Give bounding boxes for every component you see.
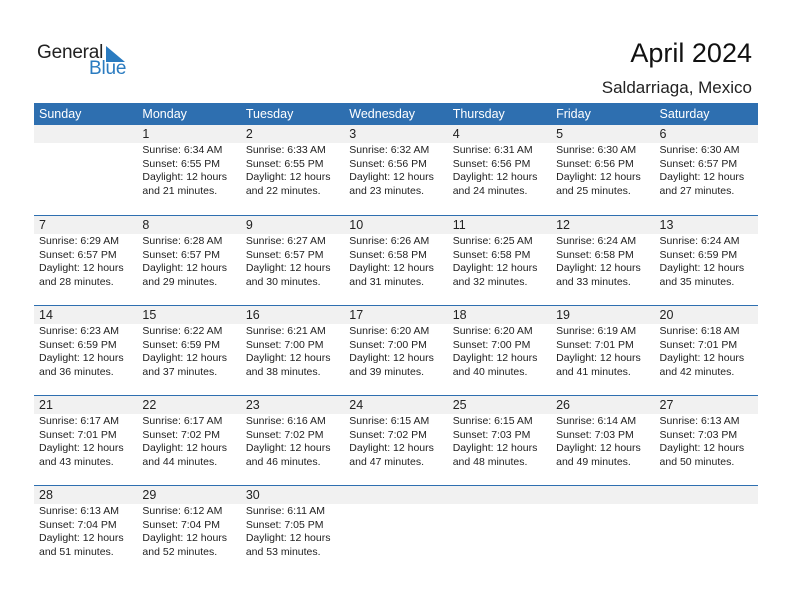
sun-info xyxy=(349,235,447,289)
day-number: 18 xyxy=(452,308,467,322)
day-cell xyxy=(241,125,344,198)
day-number: 8 xyxy=(142,218,150,232)
day-number: 12 xyxy=(556,218,571,232)
daylight-text: and 46 minutes. xyxy=(245,455,321,468)
daylight-text: and 52 minutes. xyxy=(142,545,218,558)
day-number: 3 xyxy=(349,127,357,141)
week-row xyxy=(34,305,758,395)
sunrise-text: Sunrise: 6:20 AM xyxy=(349,325,430,337)
day-number: 2 xyxy=(245,127,253,141)
generalblue-logo xyxy=(37,42,137,82)
day-number: 6 xyxy=(659,127,667,141)
day-number: 10 xyxy=(349,218,364,232)
day-cell xyxy=(137,216,240,289)
daylight-text: and 51 minutes. xyxy=(39,545,114,558)
sun-info xyxy=(142,415,240,469)
sunrise-text: Sunrise: 6:34 AM xyxy=(142,144,223,156)
sun-info xyxy=(39,415,137,469)
daylight-text: and 36 minutes. xyxy=(39,365,114,378)
day-number: 14 xyxy=(39,308,53,322)
sunrise-text: Sunrise: 6:32 AM xyxy=(349,144,430,156)
day-number: 21 xyxy=(39,398,53,412)
day-number: 7 xyxy=(39,218,46,232)
sun-info xyxy=(39,325,137,379)
daylight-text: Daylight: 12 hours xyxy=(142,532,228,544)
sunrise-text: Sunrise: 6:18 AM xyxy=(659,325,740,337)
sun-info xyxy=(39,505,137,559)
sunset-text: Sunset: 7:00 PM xyxy=(349,338,427,351)
daylight-text: and 30 minutes. xyxy=(245,275,321,288)
day-cell xyxy=(344,216,447,289)
week-row xyxy=(34,125,758,215)
daylight-text: Daylight: 12 hours xyxy=(142,442,228,454)
day-cell xyxy=(551,306,654,379)
daylight-text: and 23 minutes. xyxy=(349,184,424,197)
daylight-text: and 39 minutes. xyxy=(349,365,424,378)
sun-info xyxy=(142,325,240,379)
sunset-text: Sunset: 6:58 PM xyxy=(349,248,427,261)
sunrise-text: Sunrise: 6:24 AM xyxy=(659,235,740,247)
sunset-text: Sunset: 6:59 PM xyxy=(39,338,117,351)
daylight-text: Daylight: 12 hours xyxy=(452,352,538,364)
sunrise-text: Sunrise: 6:20 AM xyxy=(452,325,533,337)
daylight-text: Daylight: 12 hours xyxy=(659,442,745,454)
sun-info xyxy=(246,325,344,379)
logo-text-general: General xyxy=(37,42,104,63)
day-cell xyxy=(241,306,344,379)
day-cell xyxy=(448,125,551,198)
sunrise-text: Sunrise: 6:33 AM xyxy=(245,144,326,156)
daylight-text: and 43 minutes. xyxy=(39,455,114,468)
weekday-header xyxy=(34,103,758,125)
sunset-text: Sunset: 6:57 PM xyxy=(39,248,117,261)
day-number: 30 xyxy=(245,488,260,502)
weekday-wednesday: Wednesday xyxy=(349,107,416,121)
daylight-text: Daylight: 12 hours xyxy=(39,442,124,454)
empty-day-cell xyxy=(344,486,447,559)
daylight-text: Daylight: 12 hours xyxy=(452,262,538,274)
sunset-text: Sunset: 6:56 PM xyxy=(556,157,634,170)
week-row xyxy=(34,485,758,575)
sunset-text: Sunset: 7:04 PM xyxy=(39,518,117,531)
daylight-text: Daylight: 12 hours xyxy=(142,262,228,274)
day-number xyxy=(556,486,654,504)
day-number xyxy=(453,486,551,504)
sun-info xyxy=(453,325,551,379)
sun-info xyxy=(453,415,551,469)
sun-info xyxy=(556,235,654,289)
daylight-text: Daylight: 12 hours xyxy=(349,171,434,183)
sun-info xyxy=(142,505,240,559)
sun-info xyxy=(556,325,654,379)
sun-info xyxy=(246,235,344,289)
sunrise-text: Sunrise: 6:12 AM xyxy=(142,505,223,517)
day-number: 26 xyxy=(556,398,571,412)
sunrise-text: Sunrise: 6:17 AM xyxy=(142,415,223,427)
sunrise-text: Sunrise: 6:28 AM xyxy=(142,235,223,247)
day-number: 5 xyxy=(556,127,564,141)
sun-info xyxy=(453,144,551,198)
day-number: 17 xyxy=(349,308,364,322)
sunset-text: Sunset: 6:59 PM xyxy=(142,338,221,351)
day-number xyxy=(349,486,447,504)
sunset-text: Sunset: 7:01 PM xyxy=(39,428,117,441)
day-cell xyxy=(34,216,137,289)
day-number xyxy=(660,486,758,504)
daylight-text: and 44 minutes. xyxy=(142,455,218,468)
daylight-text: and 37 minutes. xyxy=(142,365,218,378)
daylight-text: Daylight: 12 hours xyxy=(659,171,745,183)
sunrise-text: Sunrise: 6:19 AM xyxy=(556,325,637,337)
sunrise-text: Sunrise: 6:22 AM xyxy=(142,325,223,337)
day-cell xyxy=(137,486,240,559)
daylight-text: and 35 minutes. xyxy=(659,275,735,288)
day-number: 13 xyxy=(659,218,674,232)
week-row xyxy=(34,395,758,485)
day-cell xyxy=(448,216,551,289)
sunset-text: Sunset: 6:56 PM xyxy=(452,157,531,170)
day-cell xyxy=(448,396,551,469)
sun-info xyxy=(349,325,447,379)
sunrise-text: Sunrise: 6:26 AM xyxy=(349,235,430,247)
sun-info xyxy=(246,505,344,559)
day-cell xyxy=(655,396,758,469)
day-cell xyxy=(551,396,654,469)
sunrise-text: Sunrise: 6:23 AM xyxy=(39,325,119,337)
day-cell xyxy=(241,396,344,469)
weekday-saturday: Saturday xyxy=(659,107,710,121)
sunset-text: Sunset: 6:57 PM xyxy=(245,248,324,261)
daylight-text: and 47 minutes. xyxy=(349,455,424,468)
sunrise-text: Sunrise: 6:21 AM xyxy=(245,325,326,337)
sun-info xyxy=(246,415,344,469)
sunrise-text: Sunrise: 6:13 AM xyxy=(39,505,119,517)
sunset-text: Sunset: 7:00 PM xyxy=(245,338,324,351)
sunset-text: Sunset: 7:01 PM xyxy=(556,338,634,351)
sunset-text: Sunset: 7:03 PM xyxy=(452,428,531,441)
daylight-text: and 50 minutes. xyxy=(659,455,735,468)
day-number: 15 xyxy=(142,308,157,322)
daylight-text: and 31 minutes. xyxy=(349,275,424,288)
calendar-title: April 2024 xyxy=(630,38,752,68)
sunset-text: Sunset: 7:02 PM xyxy=(142,428,221,441)
sunset-text: Sunset: 7:03 PM xyxy=(556,428,634,441)
sunset-text: Sunset: 6:57 PM xyxy=(659,157,738,170)
sunset-text: Sunset: 6:56 PM xyxy=(349,157,427,170)
daylight-text: and 27 minutes. xyxy=(659,184,735,197)
sunrise-text: Sunrise: 6:25 AM xyxy=(452,235,533,247)
calendar-location: Saldarriaga, Mexico xyxy=(601,78,752,97)
day-cell xyxy=(241,486,344,559)
daylight-text: and 32 minutes. xyxy=(452,275,528,288)
day-cell xyxy=(34,486,137,559)
weekday-thursday: Thursday xyxy=(452,107,505,121)
sunset-text: Sunset: 7:05 PM xyxy=(245,518,324,531)
sunrise-text: Sunrise: 6:13 AM xyxy=(659,415,740,427)
day-number: 19 xyxy=(556,308,571,322)
sunset-text: Sunset: 7:02 PM xyxy=(349,428,427,441)
empty-day-cell xyxy=(655,486,758,559)
day-cell xyxy=(241,216,344,289)
sunrise-text: Sunrise: 6:30 AM xyxy=(556,144,637,156)
daylight-text: Daylight: 12 hours xyxy=(659,262,745,274)
day-number: 29 xyxy=(142,488,157,502)
sunrise-text: Sunrise: 6:15 AM xyxy=(349,415,430,427)
daylight-text: Daylight: 12 hours xyxy=(245,352,331,364)
day-cell xyxy=(655,306,758,379)
sun-info xyxy=(660,325,758,379)
daylight-text: and 49 minutes. xyxy=(556,455,631,468)
empty-day-cell xyxy=(34,125,137,198)
daylight-text: Daylight: 12 hours xyxy=(556,352,641,364)
daylight-text: Daylight: 12 hours xyxy=(556,171,641,183)
daylight-text: Daylight: 12 hours xyxy=(659,352,745,364)
sunrise-text: Sunrise: 6:31 AM xyxy=(452,144,533,156)
sunset-text: Sunset: 7:02 PM xyxy=(245,428,324,441)
sunset-text: Sunset: 6:55 PM xyxy=(142,157,221,170)
daylight-text: Daylight: 12 hours xyxy=(349,352,434,364)
daylight-text: Daylight: 12 hours xyxy=(245,532,331,544)
day-number: 4 xyxy=(452,127,460,141)
sunset-text: Sunset: 6:58 PM xyxy=(556,248,634,261)
weekday-sunday: Sunday xyxy=(39,107,82,121)
sunrise-text: Sunrise: 6:24 AM xyxy=(556,235,637,247)
daylight-text: Daylight: 12 hours xyxy=(245,171,331,183)
sunset-text: Sunset: 7:04 PM xyxy=(142,518,221,531)
day-cell xyxy=(137,396,240,469)
daylight-text: and 24 minutes. xyxy=(452,184,528,197)
daylight-text: Daylight: 12 hours xyxy=(245,262,331,274)
day-cell xyxy=(655,125,758,198)
sunset-text: Sunset: 7:01 PM xyxy=(659,338,738,351)
daylight-text: Daylight: 12 hours xyxy=(142,171,228,183)
day-number: 1 xyxy=(142,127,150,141)
daylight-text: and 38 minutes. xyxy=(245,365,321,378)
sunset-text: Sunset: 6:58 PM xyxy=(452,248,531,261)
sunrise-text: Sunrise: 6:11 AM xyxy=(245,505,326,517)
sunset-text: Sunset: 6:59 PM xyxy=(659,248,738,261)
daylight-text: and 48 minutes. xyxy=(452,455,528,468)
day-number xyxy=(39,125,137,143)
daylight-text: and 33 minutes. xyxy=(556,275,631,288)
day-number: 24 xyxy=(349,398,364,412)
weeks-container xyxy=(34,125,758,575)
day-number: 22 xyxy=(142,398,157,412)
sun-info xyxy=(142,144,240,198)
daylight-text: and 28 minutes. xyxy=(39,275,114,288)
day-cell xyxy=(34,306,137,379)
sun-info xyxy=(453,235,551,289)
sunrise-text: Sunrise: 6:14 AM xyxy=(556,415,637,427)
daylight-text: Daylight: 12 hours xyxy=(452,171,538,183)
day-number: 27 xyxy=(659,398,674,412)
logo-text-blue: Blue xyxy=(89,58,127,79)
sun-info xyxy=(556,144,654,198)
day-cell xyxy=(137,125,240,198)
sun-info xyxy=(660,144,758,198)
sun-info xyxy=(660,235,758,289)
sun-info xyxy=(142,235,240,289)
sunset-text: Sunset: 6:57 PM xyxy=(142,248,221,261)
daylight-text: and 29 minutes. xyxy=(142,275,218,288)
daylight-text: Daylight: 12 hours xyxy=(39,532,124,544)
daylight-text: Daylight: 12 hours xyxy=(349,442,434,454)
daylight-text: and 22 minutes. xyxy=(245,184,321,197)
sunrise-text: Sunrise: 6:15 AM xyxy=(452,415,533,427)
daylight-text: Daylight: 12 hours xyxy=(39,352,124,364)
daylight-text: and 21 minutes. xyxy=(142,184,218,197)
day-number: 25 xyxy=(452,398,467,412)
daylight-text: Daylight: 12 hours xyxy=(452,442,538,454)
daylight-text: and 41 minutes. xyxy=(556,365,631,378)
sunset-text: Sunset: 7:03 PM xyxy=(659,428,738,441)
daylight-text: Daylight: 12 hours xyxy=(556,442,641,454)
day-number: 16 xyxy=(245,308,260,322)
week-row xyxy=(34,215,758,305)
day-number: 28 xyxy=(39,488,53,502)
day-cell xyxy=(655,216,758,289)
daylight-text: Daylight: 12 hours xyxy=(245,442,331,454)
empty-day-cell xyxy=(551,486,654,559)
sun-info xyxy=(349,144,447,198)
daylight-text: and 25 minutes. xyxy=(556,184,631,197)
day-number: 23 xyxy=(245,398,260,412)
weekday-tuesday: Tuesday xyxy=(245,107,294,121)
calendar-grid xyxy=(34,103,758,575)
weekday-monday: Monday xyxy=(142,107,187,121)
day-cell xyxy=(137,306,240,379)
sunrise-text: Sunrise: 6:17 AM xyxy=(39,415,119,427)
daylight-text: Daylight: 12 hours xyxy=(142,352,228,364)
sunrise-text: Sunrise: 6:27 AM xyxy=(245,235,326,247)
weekday-friday: Friday xyxy=(556,107,591,121)
sun-info xyxy=(660,415,758,469)
empty-day-cell xyxy=(448,486,551,559)
sun-info xyxy=(349,415,447,469)
day-number: 9 xyxy=(245,218,253,232)
sunset-text: Sunset: 6:55 PM xyxy=(245,157,324,170)
sunrise-text: Sunrise: 6:30 AM xyxy=(659,144,740,156)
daylight-text: and 53 minutes. xyxy=(245,545,321,558)
day-cell xyxy=(344,125,447,198)
daylight-text: Daylight: 12 hours xyxy=(556,262,641,274)
day-number: 11 xyxy=(452,218,466,232)
day-cell xyxy=(344,396,447,469)
sun-info xyxy=(39,235,137,289)
daylight-text: and 42 minutes. xyxy=(659,365,735,378)
sunrise-text: Sunrise: 6:29 AM xyxy=(39,235,119,247)
daylight-text: Daylight: 12 hours xyxy=(349,262,434,274)
sunrise-text: Sunrise: 6:16 AM xyxy=(245,415,326,427)
day-cell xyxy=(344,306,447,379)
day-cell xyxy=(551,216,654,289)
day-number: 20 xyxy=(659,308,674,322)
daylight-text: and 40 minutes. xyxy=(452,365,528,378)
day-cell xyxy=(34,396,137,469)
sunset-text: Sunset: 7:00 PM xyxy=(452,338,531,351)
daylight-text: Daylight: 12 hours xyxy=(39,262,124,274)
sun-info xyxy=(556,415,654,469)
day-cell xyxy=(551,125,654,198)
sun-info xyxy=(246,144,344,198)
day-cell xyxy=(448,306,551,379)
